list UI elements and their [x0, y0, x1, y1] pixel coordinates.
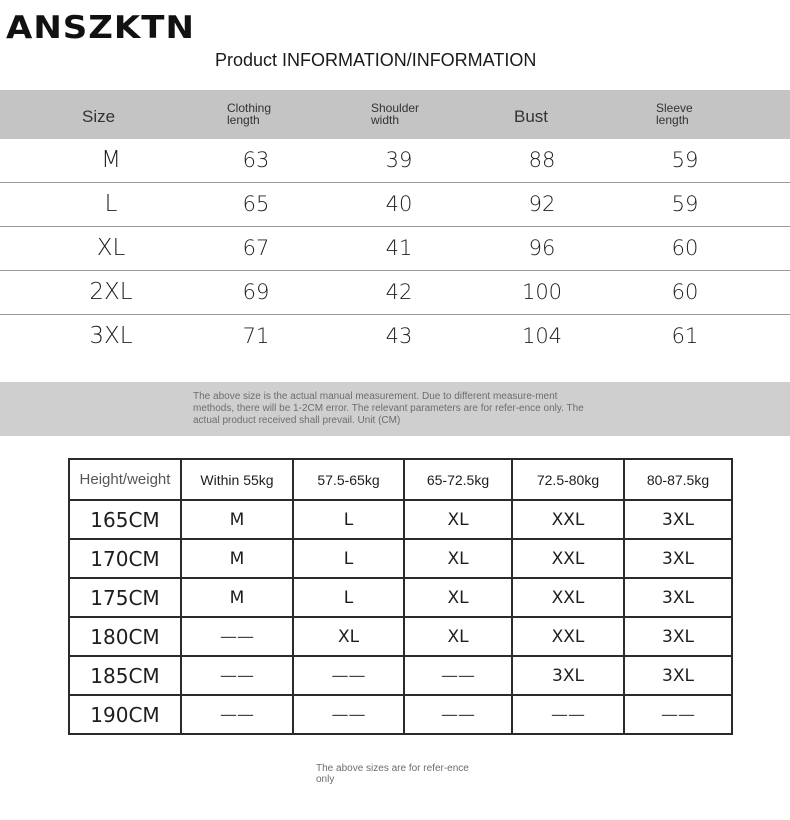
hw-row [69, 539, 732, 578]
hw-size-cell: XL [404, 500, 512, 539]
hw-size-cell: 3XL [512, 656, 624, 695]
hw-size-cell: —— [181, 617, 293, 656]
size-value: 92 [528, 192, 556, 216]
hw-size-cell: 3XL [624, 500, 732, 539]
size-value: 100 [521, 280, 563, 304]
size-value: 96 [528, 236, 556, 260]
hw-header-weight: Within 55kg [181, 459, 293, 500]
size-row [0, 271, 790, 315]
hw-size-cell: L [293, 578, 404, 617]
hw-row [69, 656, 732, 695]
hw-row [69, 500, 732, 539]
header-size: Size [82, 107, 116, 126]
size-value: 88 [528, 148, 556, 172]
hw-size-cell: 3XL [624, 539, 732, 578]
size-value: 65 [242, 192, 270, 216]
size-value: 104 [521, 324, 563, 348]
hw-header-weight: 57.5-65kg [293, 459, 404, 500]
size-value: 60 [671, 236, 699, 260]
hw-size-cell: —— [404, 695, 512, 734]
size-value: 41 [385, 236, 413, 260]
size-value: 43 [385, 324, 413, 348]
hw-size-cell: XL [404, 539, 512, 578]
size-value: 60 [671, 280, 699, 304]
hw-row [69, 578, 732, 617]
hw-size-cell: XL [404, 617, 512, 656]
hw-header-row [69, 459, 732, 500]
size-label: 3XL [89, 323, 133, 349]
header-sleeve-length: Sleeve length [656, 101, 693, 127]
hw-height-label: 170CM [69, 539, 181, 578]
hw-size-cell: M [181, 578, 293, 617]
hw-size-cell: L [293, 500, 404, 539]
size-value: 69 [242, 280, 270, 304]
size-label: L [104, 191, 118, 217]
hw-size-cell: —— [181, 695, 293, 734]
hw-size-cell: 3XL [624, 656, 732, 695]
size-row [0, 227, 790, 271]
hw-size-cell: —— [181, 656, 293, 695]
hw-size-cell: XXL [512, 617, 624, 656]
hw-header-weight: 80-87.5kg [624, 459, 732, 500]
size-row [0, 183, 790, 227]
hw-size-cell: M [181, 500, 293, 539]
hw-size-cell: —— [512, 695, 624, 734]
hw-size-cell: XL [404, 578, 512, 617]
size-value: 67 [242, 236, 270, 260]
hw-size-cell: —— [293, 656, 404, 695]
hw-size-cell: 3XL [624, 578, 732, 617]
size-row [0, 315, 790, 358]
header-bust: Bust [514, 107, 549, 126]
size-value: 40 [385, 192, 413, 216]
size-chart-header [0, 90, 790, 139]
size-label: 2XL [89, 279, 133, 305]
hw-height-label: 165CM [69, 500, 181, 539]
hw-header-corner: Height/weight [69, 459, 181, 500]
hw-header-weight: 72.5-80kg [512, 459, 624, 500]
hw-size-cell: XXL [512, 500, 624, 539]
size-value: 59 [671, 148, 699, 172]
hw-header-weight: 65-72.5kg [404, 459, 512, 500]
hw-size-cell: M [181, 539, 293, 578]
hw-height-label: 185CM [69, 656, 181, 695]
footer-note: The above sizes are for refer-ence only [316, 763, 469, 785]
height-weight-table [68, 458, 733, 735]
size-value: 61 [671, 324, 699, 348]
size-value: 42 [385, 280, 413, 304]
size-label: M [101, 147, 121, 173]
size-row [0, 139, 790, 183]
header-shoulder-width: Shoulder width [371, 101, 420, 127]
measurement-note-band [0, 382, 790, 436]
hw-size-cell: —— [624, 695, 732, 734]
hw-row [69, 617, 732, 656]
size-chart-body [0, 139, 790, 358]
measurement-note: The above size is the actual manual measurement. Due to different measure-ment methods, there will be 1-2CM error. The relevant parameters are for refer-ence only. The actual product received shall prevail. Unit (CM) [193, 391, 584, 426]
size-value: 39 [385, 148, 413, 172]
hw-size-cell: XXL [512, 539, 624, 578]
size-label: XL [96, 235, 126, 261]
hw-height-label: 190CM [69, 695, 181, 734]
hw-height-label: 180CM [69, 617, 181, 656]
brand-logo: ANSZKTN [6, 9, 195, 47]
hw-size-cell: L [293, 539, 404, 578]
hw-size-cell: XL [293, 617, 404, 656]
hw-size-cell: —— [293, 695, 404, 734]
size-value: 59 [671, 192, 699, 216]
hw-size-cell: 3XL [624, 617, 732, 656]
header-clothing-length: Clothing length [227, 101, 272, 127]
hw-size-cell: XXL [512, 578, 624, 617]
hw-height-label: 175CM [69, 578, 181, 617]
hw-size-cell: —— [404, 656, 512, 695]
hw-row [69, 695, 732, 734]
size-chart-table [0, 90, 790, 358]
size-value: 71 [242, 324, 270, 348]
page-title: Product INFORMATION/INFORMATION [215, 50, 537, 70]
size-value: 63 [242, 148, 270, 172]
